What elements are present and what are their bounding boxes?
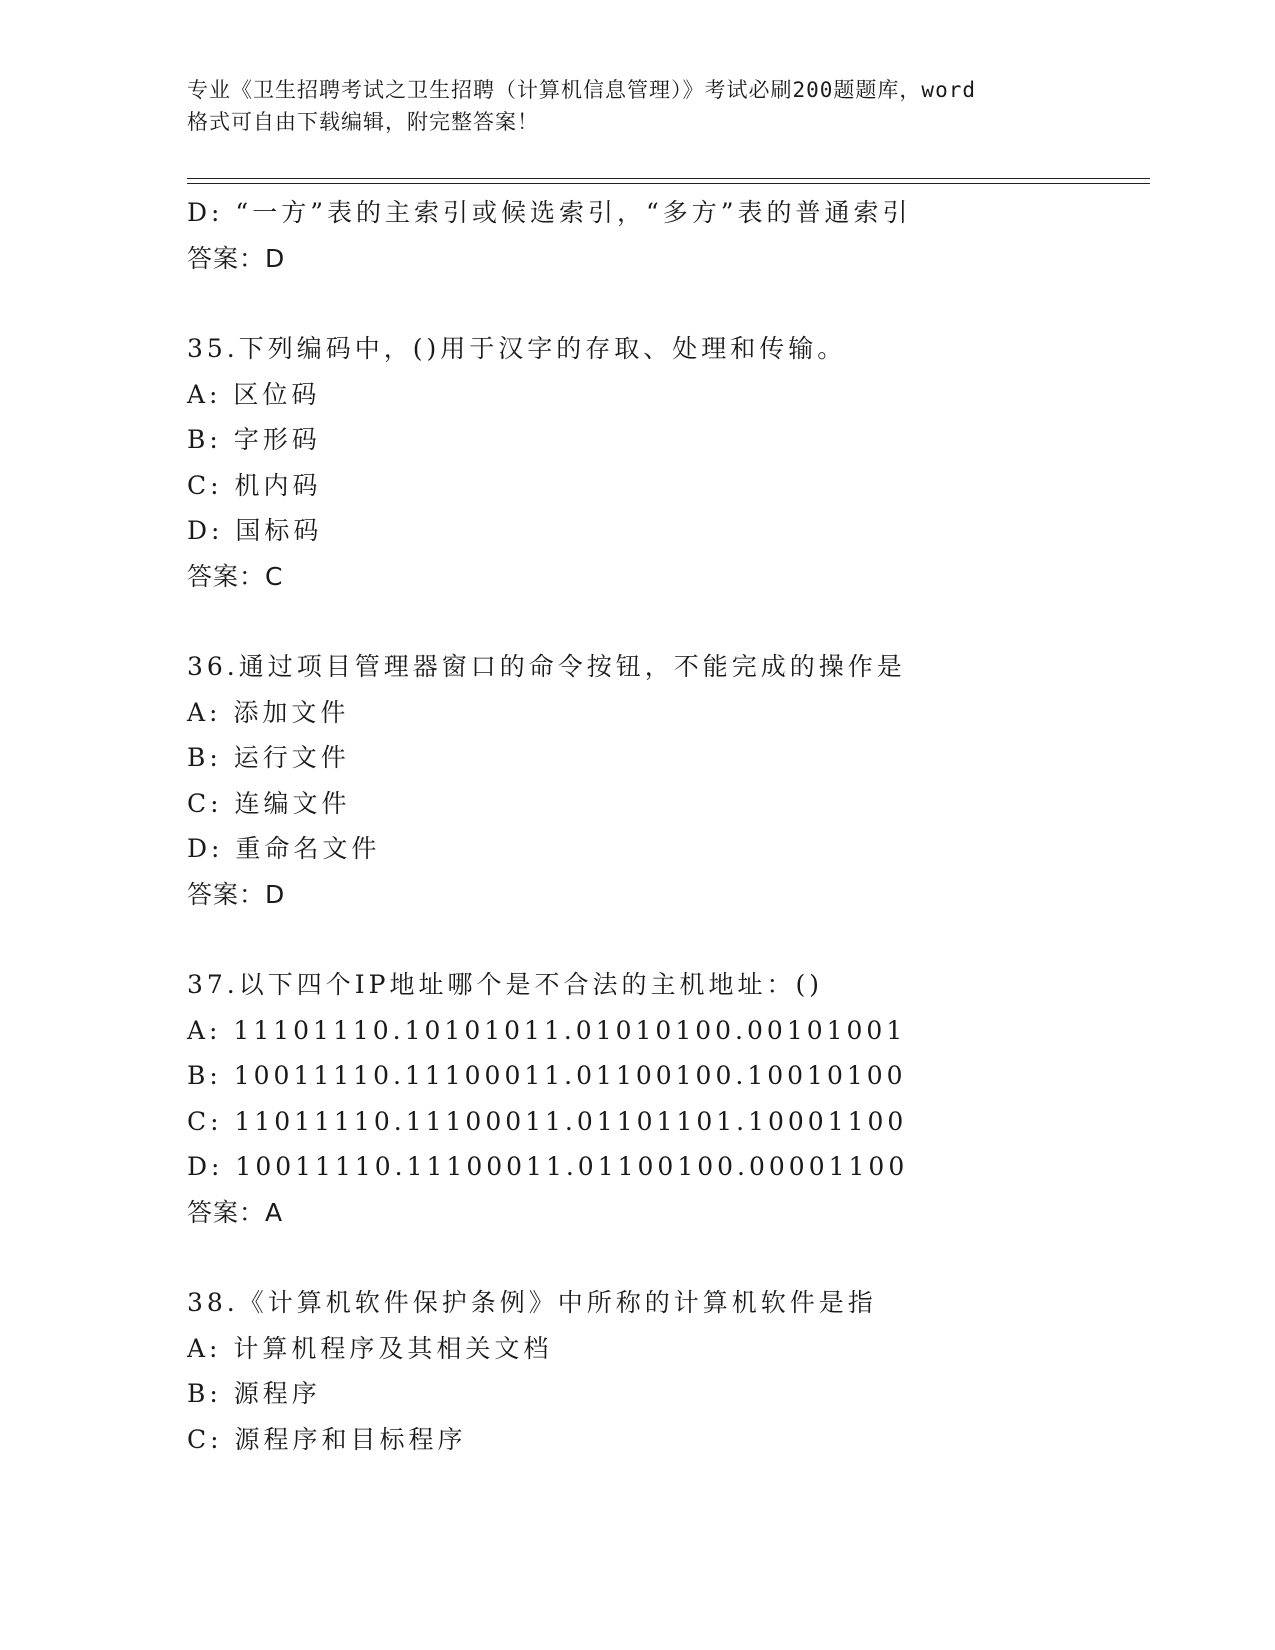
question-block-35 [187, 326, 1147, 599]
option-c: C: 连编文件 [187, 788, 351, 818]
option-c: C: 11011110.11100011.01101101.10001100 [187, 1106, 908, 1136]
option-c: C: 源程序和目标程序 [187, 1424, 467, 1454]
answer-line: 答案：C [187, 561, 284, 591]
question-block-38 [187, 1280, 1147, 1462]
option-d: D: 国标码 [187, 516, 323, 545]
answer-line: 答案：D [187, 243, 286, 273]
question-block-37 [187, 962, 1147, 1235]
option-d: D: 10011110.11100011.01100100.00001100 [187, 1152, 909, 1181]
header-line-2: 格式可自由下载编辑，附完整答案！ [187, 110, 539, 134]
question-stem: 36.通过项目管理器窗口的命令按钮，不能完成的操作是 [187, 652, 906, 681]
spacer [187, 917, 1147, 962]
option-a: A: 添加文件 [187, 697, 350, 727]
header-line-1: 专业《卫生招聘考试之卫生招聘（计算机信息管理）》考试必刷200题题库，word [187, 78, 976, 102]
header-divider-bottom [187, 183, 1150, 184]
option-b: B: 运行文件 [187, 743, 350, 772]
document-header [187, 74, 1087, 138]
option-b: B: 10011110.11100011.01100100.10010100 [187, 1061, 907, 1090]
document-body [187, 190, 1147, 1462]
option-c: C: 机内码 [187, 470, 322, 500]
question-stem: 35.下列编码中，()用于汉字的存取、处理和传输。 [187, 334, 847, 363]
option-b: B: 字形码 [187, 425, 321, 454]
option-a: A: 区位码 [187, 379, 321, 409]
spacer [187, 1235, 1147, 1280]
question-block-34-tail [187, 190, 1147, 281]
spacer [187, 281, 1147, 326]
header-divider-top [187, 178, 1150, 179]
option-a: A: 11101110.10101011.01010100.00101001 [187, 1015, 907, 1045]
option-d: D: 重命名文件 [187, 834, 381, 863]
question-block-36 [187, 644, 1147, 917]
answer-line: 答案：A [187, 1197, 284, 1227]
spacer [187, 599, 1147, 644]
option-d: D: “一方”表的主索引或候选索引，“多方”表的普通索引 [187, 198, 912, 227]
option-b: B: 源程序 [187, 1379, 321, 1408]
question-stem: 38.《计算机软件保护条例》中所称的计算机软件是指 [187, 1288, 877, 1317]
option-a: A: 计算机程序及其相关文档 [187, 1333, 553, 1363]
question-stem: 37.以下四个IP地址哪个是不合法的主机地址：() [187, 970, 823, 999]
answer-line: 答案：D [187, 879, 286, 909]
